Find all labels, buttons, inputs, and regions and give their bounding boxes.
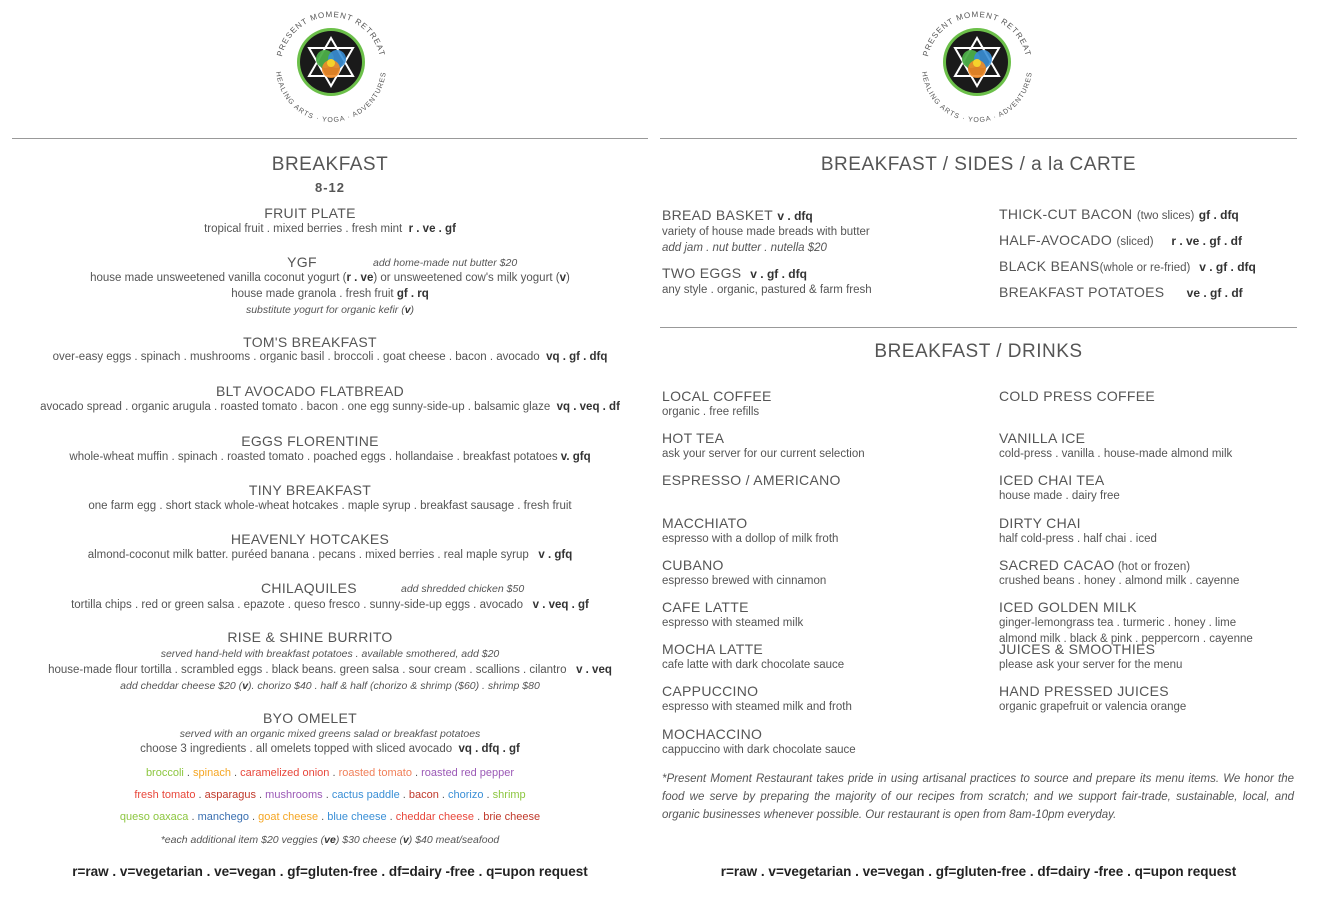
menu-item-name: BLT AVOCADO FLATBREAD: [215, 383, 405, 399]
drink-item-desc: cold-press . vanilla . house-made almond milk: [999, 448, 1233, 461]
drink-item-desc: organic grapefruit or valencia orange: [999, 701, 1187, 714]
drink-item-name: HAND PRESSED JUICES: [999, 683, 1169, 700]
ingredient-option: .: [483, 789, 493, 801]
svg-text:HEALING ARTS · YOGA · ADVENTUR: HEALING ARTS · YOGA · ADVENTURES: [274, 71, 388, 125]
ingredient-option: .: [183, 767, 194, 779]
ingredient-row-2: [12, 789, 648, 801]
ingredient-option: mushrooms: [265, 789, 323, 801]
menu-item-desc: choose 3 ingredients . all omelets topped with sliced avocado vq . dfq . gf: [140, 743, 520, 755]
svg-text:PRESENT MOMENT RETREAT: PRESENT MOMENT RETREAT: [275, 9, 387, 58]
drink-item-desc: espresso brewed with cinnamon: [662, 574, 827, 587]
drink-item-name: DIRTY CHAI: [999, 514, 1081, 531]
svg-text:PRESENT MOMENT RETREAT: PRESENT MOMENT RETREAT: [921, 9, 1033, 58]
drink-item-desc: espresso with a dollop of milk froth: [662, 532, 839, 545]
drink-item-desc: house made . dairy free: [999, 490, 1120, 503]
ingredient-option: queso oaxaca: [119, 811, 189, 823]
drink-item-desc: cafe latte with dark chocolate sauce: [662, 659, 845, 672]
menu-item-note: served with an organic mixed greens salad or breakfast potatoes: [179, 728, 481, 740]
drink-item-name: ICED CHAI TEA: [999, 472, 1105, 489]
logo-left: [266, 2, 396, 132]
diet-legend-right: r=raw . v=vegetarian . ve=vegan . gf=gluten-free . df=dairy -free . q=upon request: [720, 864, 1237, 879]
drink-item-desc: ask your server for our current selection: [662, 448, 865, 461]
ingredient-option: chorizo: [448, 789, 484, 801]
menu-item-note: substitute yogurt for organic kefir (v): [245, 304, 415, 316]
ingredient-row-3: [12, 811, 648, 823]
drink-item-name: JUICES & SMOOTHIES: [999, 641, 1156, 658]
ingredient-option: .: [474, 811, 484, 823]
ingredient-option: manchego: [197, 811, 249, 823]
menu-item-note: served hand-held with breakfast potatoes . available smothered, add $20: [160, 648, 500, 660]
menu-item-desc: whole-wheat muffin . spinach . roasted tomato . poached eggs . hollandaise . breakfast potatoes v. gfq: [69, 451, 591, 463]
ingredient-option: shrimp: [492, 789, 526, 801]
menu-item-desc: house-made flour tortilla . scrambled eggs . black beans. green salsa . sour cream . scallions . cilantro v . veq: [48, 664, 612, 676]
drinks-title: BREAKFAST / DRINKS: [874, 341, 1083, 362]
drink-item-name: CAPPUCCINO: [662, 683, 759, 700]
ingredient-option: brie cheese: [483, 811, 541, 823]
menu-item-name: BYO OMELET: [262, 710, 358, 726]
ingredient-option: caramelized onion: [240, 767, 330, 779]
drink-item-desc: almond milk . black & pink . peppercorn . cayenne: [999, 633, 1253, 645]
divider-left: [12, 138, 648, 139]
ingredient-option: cactus paddle: [331, 789, 400, 801]
ingredient-option: .: [399, 789, 409, 801]
drink-item-desc: cappuccino with dark chocolate sauce: [662, 743, 856, 756]
ingredient-option: .: [318, 811, 328, 823]
menu-item-name: CHILAQUILES: [261, 580, 357, 596]
ingredient-option: bacon: [408, 789, 439, 801]
drink-item-name: COLD PRESS COFFEE: [999, 388, 1156, 404]
drink-item-name: ESPRESSO / AMERICANO: [662, 472, 841, 489]
drink-item-name: CUBANO: [662, 556, 724, 573]
omelet-extra-note: *each additional item $20 veggies (ve) $30 cheese (v) $40 meat/seafood: [160, 834, 500, 846]
divider-right-mid: [660, 327, 1297, 328]
menu-item-desc: over-easy eggs . spinach . mushrooms . organic basil . broccoli . goat cheese . bacon . avocado vq . gf . dfq: [52, 351, 608, 363]
drink-item-name: ICED GOLDEN MILK: [999, 599, 1137, 615]
side-item: THICK-CUT BACON (two slices) gf . dfq: [999, 206, 1239, 222]
ingredient-option: .: [248, 811, 259, 823]
side-item: BLACK BEANS(whole or re-fried) v . gf . dfq: [999, 258, 1256, 274]
drink-item-name: SACRED CACAO (hot or frozen): [999, 556, 1191, 573]
ingredient-option: .: [411, 767, 422, 779]
drink-item-name: CAFE LATTE: [662, 599, 749, 615]
ingredient-option: .: [329, 767, 339, 779]
side-item-desc: add jam . nut butter . nutella $20: [662, 242, 827, 254]
drink-item-desc: organic . free refills: [662, 406, 760, 418]
logo-right: [912, 2, 1042, 132]
menu-item-note: add home-made nut butter $20: [373, 257, 518, 269]
drink-item-desc: espresso with steamed milk and froth: [662, 701, 852, 714]
drink-item-desc: half cold-press . half chai . iced: [999, 532, 1157, 545]
ingredient-option: .: [230, 767, 241, 779]
drink-item-name: MOCHA LATTE: [662, 641, 764, 658]
ingredient-row-1: [12, 767, 648, 779]
menu-item-note: add cheddar cheese $20 (v). chorizo $40 . half & half (chorizo & shrimp ($60) . shrimp $80: [120, 680, 540, 692]
menu-item-desc: tropical fruit . mixed berries . fresh mint r . ve . gf: [204, 223, 456, 235]
diet-legend-left: r=raw . v=vegetarian . ve=vegan . gf=gluten-free . df=dairy -free . q=upon request: [72, 864, 588, 879]
ingredient-option: .: [322, 789, 332, 801]
menu-item-name: YGF: [287, 254, 317, 270]
ingredient-option: broccoli: [145, 767, 184, 779]
ingredient-option: .: [195, 789, 205, 801]
sides-title: BREAKFAST / SIDES / a la CARTE: [820, 154, 1137, 175]
menu-item-desc: almond-coconut milk batter. puréed banana . pecans . mixed berries . real maple syrup v . gfq: [87, 549, 573, 561]
ingredient-option: spinach: [193, 767, 231, 779]
svg-text:HEALING ARTS · YOGA · ADVENTUR: HEALING ARTS · YOGA · ADVENTURES: [920, 71, 1034, 125]
ingredient-option: goat cheese: [258, 811, 319, 823]
side-item: BREAD BASKET v . dfq: [662, 207, 813, 223]
side-item: TWO EGGS v . gf . dfq: [662, 265, 807, 281]
drink-item-desc: ginger-lemongrass tea . turmeric . honey . lime: [999, 617, 1237, 629]
side-item-desc: variety of house made breads with butter: [662, 226, 870, 238]
ingredient-option: roasted tomato: [338, 767, 412, 779]
drink-item-name: HOT TEA: [662, 430, 725, 447]
drink-item-name: VANILLA ICE: [999, 430, 1086, 447]
ingredient-option: cheddar cheese: [395, 811, 475, 823]
breakfast-hours: 8-12: [314, 180, 346, 195]
drink-item-name: MOCHACCINO: [662, 725, 763, 742]
ingredient-option: .: [386, 811, 396, 823]
ingredient-option: fresh tomato: [134, 789, 196, 801]
footnote: *Present Moment Restaurant takes pride in using artisanal practices to source and prepare its menu items. We honor the food we serve by preparing the majority of our recipes from scratch; and we support fair-trade, sustainable, local, and organic businesses whenever possible. Our restaurant is open from 8am-10pm everyday.: [662, 773, 1294, 821]
ingredient-option: .: [438, 789, 449, 801]
divider-right-top: [660, 138, 1297, 139]
ingredient-option: asparagus: [204, 789, 256, 801]
drink-item-desc: please ask your server for the menu: [999, 659, 1183, 672]
menu-item-desc: house made unsweetened vanilla coconut yogurt (r . ve) or unsweetened cow's milk yogurt (v): [90, 272, 570, 284]
menu-item-note: add shredded chicken $50: [401, 583, 525, 595]
menu-item-name: TINY BREAKFAST: [248, 482, 372, 498]
side-item-desc: any style . organic, pastured & farm fresh: [662, 284, 872, 296]
ingredient-option: roasted red pepper: [421, 767, 515, 779]
menu-item-name: HEAVENLY HOTCAKES: [230, 531, 390, 547]
ingredient-option: .: [188, 811, 198, 823]
drink-item-name: MACCHIATO: [662, 514, 748, 531]
drink-item-desc: crushed beans . honey . almond milk . cayenne: [999, 574, 1240, 587]
side-item: BREAKFAST POTATOES ve . gf . df: [999, 284, 1243, 300]
drink-item-name: LOCAL COFFEE: [662, 388, 772, 404]
menu-item-name: FRUIT PLATE: [264, 205, 356, 221]
menu-item-name: EGGS FLORENTINE: [241, 433, 379, 449]
menu-item-name: TOM'S BREAKFAST: [243, 334, 377, 350]
menu-item-desc: one farm egg . short stack whole-wheat hotcakes . maple syrup . breakfast sausage . fresh fruit: [88, 500, 572, 512]
side-item: HALF-AVOCADO (sliced) r . ve . gf . df: [999, 232, 1243, 248]
menu-item-desc: tortilla chips . red or green salsa . epazote . queso fresco . sunny-side-up eggs . avocado v . veq . gf: [71, 599, 589, 611]
ingredient-option: blue cheese: [327, 811, 387, 823]
drink-item-desc: espresso with steamed milk: [662, 617, 804, 629]
ingredient-option: .: [256, 789, 266, 801]
menu-item-desc: avocado spread . organic arugula . roasted tomato . bacon . one egg sunny-side-up . balsamic glaze vq . veq . df: [40, 401, 620, 413]
menu-item-desc: house made granola . fresh fruit gf . rq: [231, 288, 429, 300]
breakfast-title: BREAKFAST: [271, 154, 389, 175]
menu-item-name: RISE & SHINE BURRITO: [227, 629, 393, 645]
